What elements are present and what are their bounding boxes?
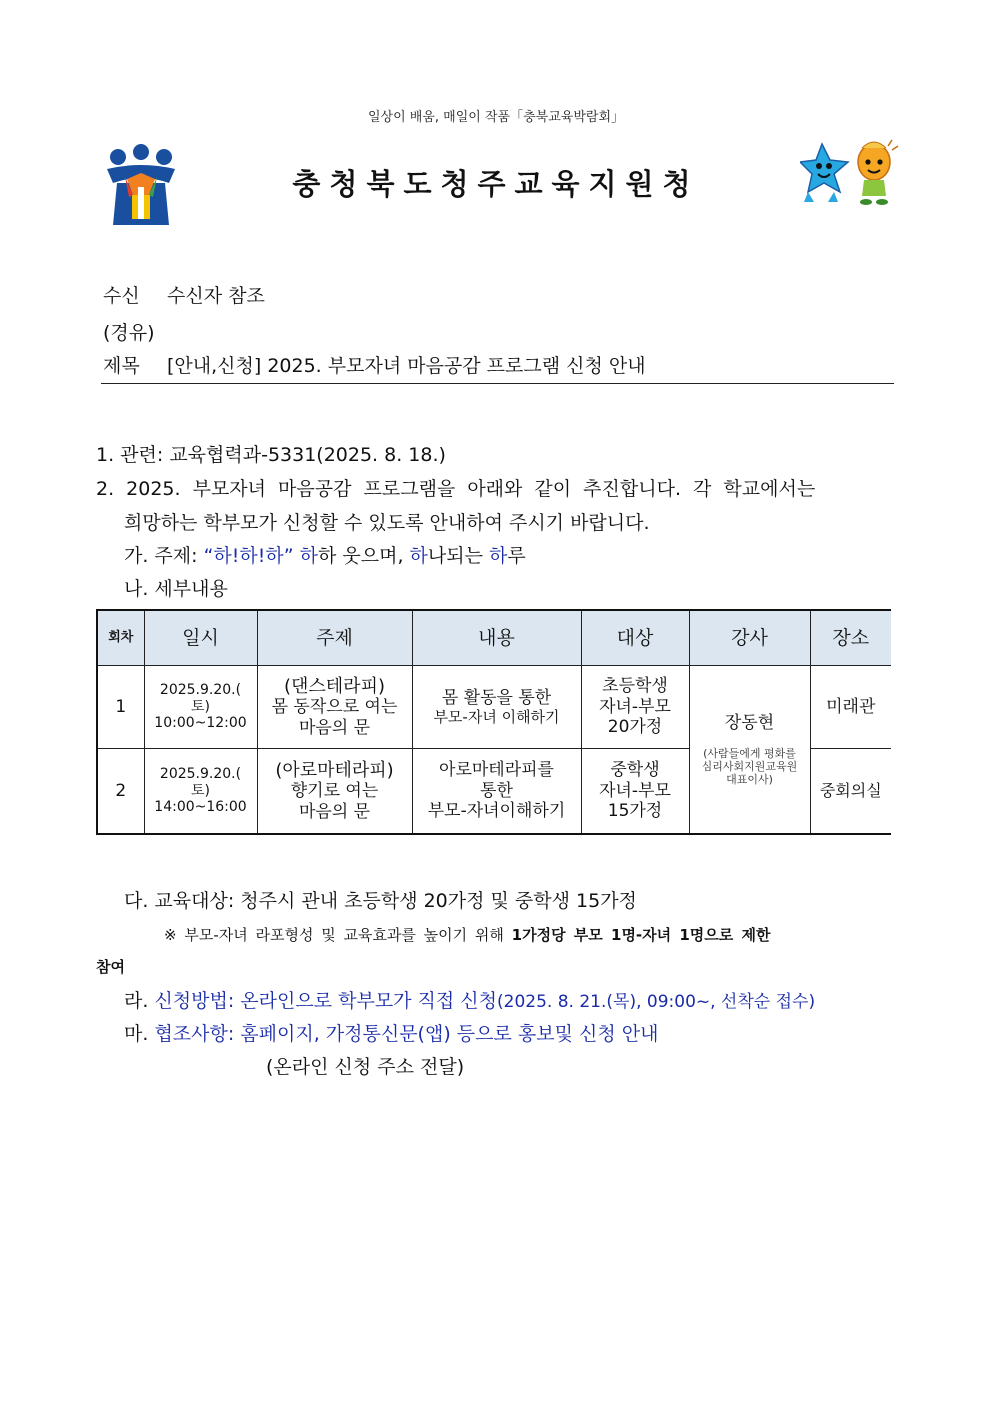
item-na: 나. 세부내용 bbox=[124, 578, 228, 600]
cell-session: 2 bbox=[97, 749, 144, 835]
cell-time: 14:00~16:00 bbox=[154, 799, 247, 816]
note-emphasis: 1가정당 부모 1명-자녀 1명으로 제한 bbox=[511, 926, 771, 944]
cell-theme-title: (댄스테라피) bbox=[284, 675, 385, 697]
ra-value: 온라인으로 학부모가 직접 신청 bbox=[240, 990, 498, 1012]
item-2-line-2: 희망하는 학부모가 신청할 수 있도록 안내하여 주시기 바랍니다. bbox=[124, 512, 650, 534]
note-prefix: ※ 부모-자녀 라포형성 및 교육효과를 높이기 위해 bbox=[164, 926, 512, 944]
cell-content bbox=[412, 749, 581, 835]
instructor-desc-3: 대표이사) bbox=[726, 773, 773, 787]
col-header-theme: 주제 bbox=[257, 610, 412, 666]
cell-theme bbox=[257, 666, 412, 749]
cell-target-1: 초등학생 bbox=[602, 676, 668, 697]
cell-content-3: 부모-자녀이해하기 bbox=[427, 801, 566, 822]
instructor-desc-2: 심리사회지원교육원 bbox=[701, 760, 798, 774]
cell-content-1: 몸 활동을 통한 bbox=[441, 687, 552, 708]
cell-theme-sub-2: 마음의 문 bbox=[298, 717, 371, 738]
col-header-place: 장소 bbox=[810, 610, 891, 666]
cell-target-2: 자녀-부모 bbox=[599, 696, 671, 717]
recipient-row bbox=[103, 281, 265, 308]
col-header-instructor: 강사 bbox=[689, 610, 810, 666]
ga-theme-text-1: 하 웃으며, bbox=[317, 545, 410, 567]
ga-theme-ha-3: 하 bbox=[489, 545, 508, 567]
col-header-content: 내용 bbox=[412, 610, 581, 666]
instructor-desc-1: (사람들에게 평화를 bbox=[703, 746, 796, 760]
ma-value: 홈페이지, 가정통신문(앱) 등으로 홍보및 신청 안내 bbox=[240, 1023, 659, 1045]
item-2-line-1: 2. 2025. 부모자녀 마음공감 프로그램을 아래와 같이 추진합니다. 각 학교에서는 bbox=[96, 478, 816, 500]
cell-content-2: 부모-자녀 이해하기 bbox=[433, 708, 560, 727]
cell-day: 토) bbox=[191, 782, 210, 799]
table-header-row bbox=[97, 610, 891, 666]
cell-target bbox=[581, 666, 689, 749]
recipient-value: 수신자 참조 bbox=[167, 285, 265, 307]
cell-session: 1 bbox=[97, 666, 144, 749]
mascot-characters bbox=[800, 138, 900, 210]
recipient-label: 수신 bbox=[103, 285, 140, 307]
instructor-name: 장동현 bbox=[724, 712, 775, 733]
cell-theme-sub-1: 몸 동작으로 여는 bbox=[271, 697, 398, 718]
cell-datetime bbox=[144, 749, 257, 835]
slogan: 일상이 배움, 매일이 작품「충북교육박람회」 bbox=[367, 110, 624, 125]
subject-value: [안내,신청] 2025. 부모자녀 마음공감 프로그램 신청 안내 bbox=[167, 355, 646, 377]
cell-place: 미래관 bbox=[810, 666, 891, 749]
subject-row bbox=[103, 351, 646, 378]
table-row bbox=[97, 666, 891, 749]
item-1: 1. 관련: 교육협력과-5331(2025. 8. 18.) bbox=[96, 444, 446, 466]
cell-target-3: 20가정 bbox=[607, 717, 663, 738]
col-header-target: 대상 bbox=[581, 610, 689, 666]
ga-theme-ha-1: 하 bbox=[293, 545, 318, 567]
item-da: 다. 교육대상: 청주시 관내 초등학생 20가정 및 중학생 15가정 bbox=[124, 890, 637, 912]
cell-target-2: 자녀-부모 bbox=[599, 780, 671, 801]
item-ma bbox=[124, 1019, 658, 1046]
via-row bbox=[103, 318, 155, 345]
col-header-session: 회차 bbox=[97, 610, 144, 666]
ga-theme-quote: “하!하!하” bbox=[203, 545, 294, 567]
cell-date: 2025.9.20.( bbox=[159, 681, 242, 698]
subject-label: 제목 bbox=[103, 355, 140, 377]
cell-day: 토) bbox=[191, 698, 210, 715]
cell-target bbox=[581, 749, 689, 835]
schedule-table bbox=[96, 609, 891, 835]
header-divider bbox=[101, 383, 894, 384]
cell-theme-title: (아로마테라피) bbox=[275, 759, 394, 781]
cell-theme-sub-1: 향기로 여는 bbox=[290, 781, 379, 802]
ra-label: 신청방법: bbox=[154, 990, 241, 1012]
cell-content-1: 아로마테라피를 bbox=[439, 760, 554, 781]
cell-target-1: 중학생 bbox=[610, 760, 660, 781]
ma-label: 협조사항: bbox=[154, 1023, 241, 1045]
ma-prefix: 마. bbox=[124, 1023, 155, 1045]
restriction-note bbox=[164, 924, 898, 945]
cell-theme-sub-2: 마음의 문 bbox=[298, 801, 371, 822]
item-ra bbox=[124, 986, 815, 1013]
cell-place: 중회의실 bbox=[810, 749, 891, 835]
item-ma-sub: (온라인 신청 주소 전달) bbox=[266, 1056, 465, 1078]
cell-datetime bbox=[144, 666, 257, 749]
cell-content-2: 통한 bbox=[480, 780, 513, 801]
via-label: (경유) bbox=[103, 322, 155, 344]
cell-instructor bbox=[689, 666, 810, 835]
ga-theme-ha-2: 하 bbox=[409, 545, 428, 567]
ga-theme-text-2: 나되는 bbox=[427, 545, 489, 567]
item-ga bbox=[124, 541, 526, 568]
note-tail: 참여 bbox=[96, 958, 125, 976]
cell-time: 10:00~12:00 bbox=[154, 715, 247, 732]
ra-prefix: 라. bbox=[124, 990, 155, 1012]
cell-content bbox=[412, 666, 581, 749]
ra-paren: (2025. 8. 21.(목), 09:00~, 선착순 접수) bbox=[497, 992, 816, 1012]
cell-target-3: 15가정 bbox=[607, 801, 663, 822]
cell-theme bbox=[257, 749, 412, 835]
ga-prefix: 가. 주제: bbox=[124, 545, 204, 567]
organization-name: 충청북도청주교육지원청 bbox=[292, 167, 700, 201]
ga-theme-text-3: 루 bbox=[507, 545, 526, 567]
cell-date: 2025.9.20.( bbox=[159, 765, 242, 782]
col-header-datetime: 일시 bbox=[144, 610, 257, 666]
